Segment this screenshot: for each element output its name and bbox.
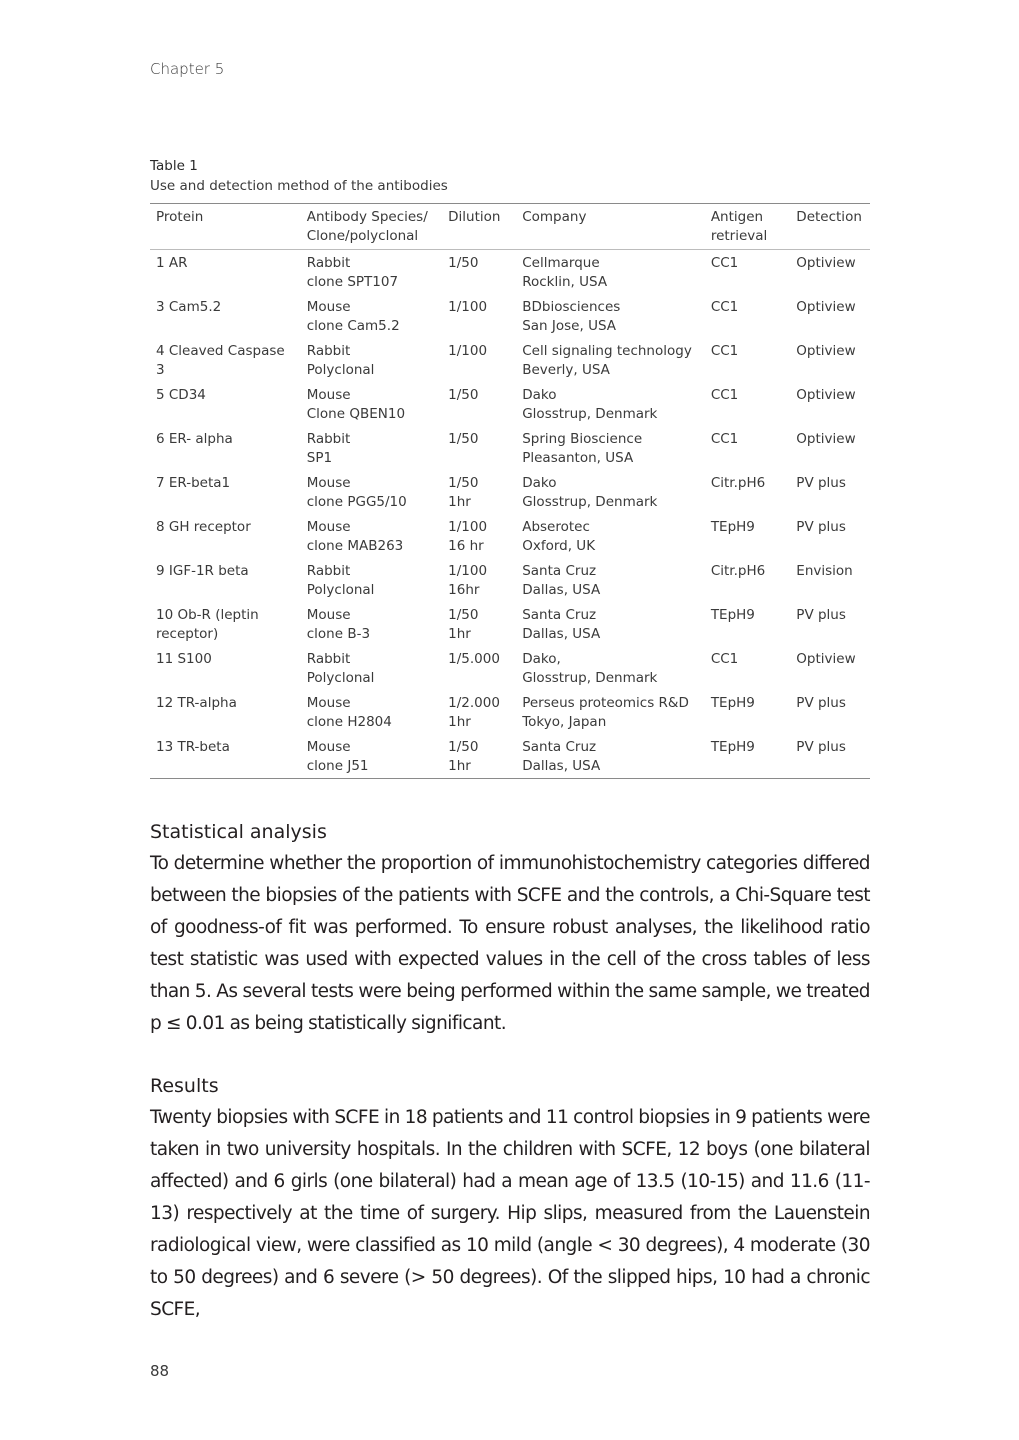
table-row <box>150 470 870 514</box>
cell-antibody-line: Mouse <box>306 519 351 535</box>
cell-company-line: Dako <box>522 387 557 403</box>
cell-dilution-line: 1/50 <box>448 739 479 755</box>
cell-dilution-line: 1hr <box>448 758 471 774</box>
table-body <box>150 250 870 779</box>
cell-detection <box>790 294 870 338</box>
cell-detection-line: Optiview <box>796 651 856 667</box>
cell-company <box>516 470 705 514</box>
cell-antibody-line: Mouse <box>306 607 351 623</box>
cell-protein <box>150 294 301 338</box>
cell-antibody-line: Rabbit <box>306 255 351 271</box>
cell-dilution-line: 1hr <box>448 714 471 730</box>
cell-protein <box>150 514 301 558</box>
table-row <box>150 602 870 646</box>
cell-dilution-line: 16 hr <box>448 538 484 554</box>
cell-protein <box>150 470 301 514</box>
antibody-table <box>150 203 870 779</box>
cell-company <box>516 426 705 470</box>
cell-detection-line: Optiview <box>796 299 856 315</box>
cell-company-line: Dallas, USA <box>522 582 601 598</box>
cell-antibody-line: Mouse <box>306 695 351 711</box>
cell-protein-line: 4 Cleaved Caspase 3 <box>156 343 285 378</box>
cell-antigen-retrieval-line: CC1 <box>710 651 739 667</box>
cell-dilution <box>442 514 516 558</box>
cell-dilution-line: 1/50 <box>448 607 479 623</box>
cell-antigen-retrieval <box>705 382 790 426</box>
table-row <box>150 646 870 690</box>
cell-company <box>516 690 705 734</box>
cell-antigen-retrieval-line: TEpH9 <box>710 695 755 711</box>
results-paragraph: Twenty biopsies with SCFE in 18 patients and 11 control biopsies in 9 patients were taken in two university hospitals. In the children with SCFE, 12 boys (one bilateral affected) and 6 girls (one bilateral) had a mean age of 13.5 (10-15) and 11.6 (11-13) respectively at the time of surgery. Hip slips, measured from the Lauenstein radiological view, were classified as 10 mild (angle < 30 degrees), 4 moderate (30 to 50 degrees) and 6 severe (> 50 degrees). Of the slipped hips, 10 had a chronic SCFE, <box>150 1107 870 1320</box>
cell-antibody-line: clone H2804 <box>306 714 392 730</box>
cell-company <box>516 558 705 602</box>
cell-antibody-line: Mouse <box>306 299 351 315</box>
cell-antigen-retrieval-line: CC1 <box>710 255 739 271</box>
cell-antibody-line: Clone QBEN10 <box>306 406 406 422</box>
cell-antigen-retrieval <box>705 470 790 514</box>
table-row <box>150 514 870 558</box>
cell-dilution <box>442 690 516 734</box>
table-row <box>150 734 870 779</box>
cell-dilution-line: 1/100 <box>448 343 488 359</box>
cell-antigen-retrieval-line: TEpH9 <box>710 519 755 535</box>
running-head: Chapter 5 <box>150 60 225 78</box>
cell-company-line: Dallas, USA <box>522 758 601 774</box>
cell-company-line: Dako, <box>522 651 561 667</box>
page-number: 88 <box>150 1362 170 1380</box>
cell-antibody <box>301 470 442 514</box>
cell-protein <box>150 602 301 646</box>
cell-antigen-retrieval <box>705 250 790 295</box>
cell-dilution-line: 16hr <box>448 582 480 598</box>
cell-company <box>516 382 705 426</box>
antibody-table-block <box>150 156 870 779</box>
cell-detection <box>790 734 870 779</box>
cell-detection <box>790 338 870 382</box>
cell-company-line: Santa Cruz <box>522 607 597 623</box>
cell-detection-line: PV plus <box>796 475 846 491</box>
cell-company-line: Dallas, USA <box>522 626 601 642</box>
cell-detection-line: Optiview <box>796 255 856 271</box>
cell-protein <box>150 382 301 426</box>
results-heading: Results <box>150 1075 219 1097</box>
cell-antigen-retrieval-line: Citr.pH6 <box>710 475 766 491</box>
cell-protein-line: 10 Ob-R (leptin <box>156 607 259 623</box>
cell-company <box>516 338 705 382</box>
cell-antibody-line: clone MAB263 <box>306 538 404 554</box>
table-row <box>150 250 870 295</box>
cell-company-line: Santa Cruz <box>522 739 597 755</box>
cell-company-line: BDbiosciences <box>522 299 621 315</box>
cell-antibody <box>301 338 442 382</box>
cell-company-line: Spring Bioscience <box>522 431 643 447</box>
cell-detection-line: Optiview <box>796 343 856 359</box>
cell-antigen-retrieval-line: TEpH9 <box>710 739 755 755</box>
statistical-analysis-heading: Statistical analysis <box>150 821 327 843</box>
cell-detection <box>790 690 870 734</box>
header-company: Company <box>522 209 587 225</box>
cell-detection <box>790 602 870 646</box>
statistical-analysis-section <box>150 816 870 1040</box>
cell-protein-line: 3 Cam5.2 <box>156 299 222 315</box>
cell-dilution-line: 1/50 <box>448 475 479 491</box>
table-row <box>150 382 870 426</box>
cell-antigen-retrieval <box>705 734 790 779</box>
cell-antibody-line: clone PGG5/10 <box>306 494 407 510</box>
table-row <box>150 294 870 338</box>
cell-company-line: Perseus proteomics R&D <box>522 695 689 711</box>
cell-detection <box>790 470 870 514</box>
cell-company <box>516 250 705 295</box>
cell-antibody <box>301 250 442 295</box>
cell-company-line: San Jose, USA <box>522 318 617 334</box>
cell-detection-line: PV plus <box>796 695 846 711</box>
cell-dilution <box>442 338 516 382</box>
cell-detection <box>790 558 870 602</box>
cell-protein-line: 12 TR-alpha <box>156 695 237 711</box>
cell-company <box>516 294 705 338</box>
cell-antibody-line: SP1 <box>306 450 333 466</box>
cell-company-line: Oxford, UK <box>522 538 596 554</box>
cell-antigen-retrieval-line: CC1 <box>710 387 739 403</box>
cell-dilution-line: 1/100 <box>448 519 488 535</box>
cell-dilution <box>442 470 516 514</box>
cell-company-line: Beverly, USA <box>522 362 610 378</box>
cell-company-line: Glosstrup, Denmark <box>522 406 658 422</box>
cell-company <box>516 646 705 690</box>
cell-dilution-line: 1/2.000 <box>448 695 500 711</box>
cell-detection-line: Optiview <box>796 387 856 403</box>
cell-detection-line: PV plus <box>796 519 846 535</box>
cell-detection-line: Envision <box>796 563 853 579</box>
cell-dilution-line: 1/50 <box>448 431 479 447</box>
cell-antibody-line: Rabbit <box>306 431 351 447</box>
cell-detection <box>790 250 870 295</box>
cell-protein-line: 5 CD34 <box>156 387 206 403</box>
cell-antigen-retrieval <box>705 558 790 602</box>
table-header-row <box>150 204 870 250</box>
cell-antigen-retrieval <box>705 690 790 734</box>
cell-protein-line: 9 IGF-1R beta <box>156 563 249 579</box>
cell-protein <box>150 338 301 382</box>
cell-dilution-line: 1hr <box>448 494 471 510</box>
cell-antibody <box>301 514 442 558</box>
cell-dilution-line: 1/100 <box>448 563 488 579</box>
cell-protein <box>150 250 301 295</box>
cell-protein <box>150 426 301 470</box>
cell-antibody <box>301 646 442 690</box>
cell-company-line: Glosstrup, Denmark <box>522 494 658 510</box>
cell-protein-line: 13 TR-beta <box>156 739 230 755</box>
cell-protein-line: 7 ER-beta1 <box>156 475 231 491</box>
cell-dilution <box>442 602 516 646</box>
results-section <box>150 1070 870 1326</box>
cell-antibody-line: clone Cam5.2 <box>306 318 400 334</box>
cell-protein <box>150 558 301 602</box>
cell-protein <box>150 690 301 734</box>
statistical-analysis-paragraph: To determine whether the proportion of immunohistochemistry categories differed between the biopsies of the patients with SCFE and the controls, a Chi-Square test of goodness-of fit was performed. To ensure robust analyses, the likelihood ratio test statistic was used with expected values in the cell of the cross tables of less than 5. As several tests were being performed within the same sample, we treated p ≤ 0.01 as being statistically significant. <box>150 853 870 1034</box>
cell-antibody-line: Rabbit <box>306 343 351 359</box>
cell-dilution <box>442 734 516 779</box>
cell-antibody-line: Mouse <box>306 475 351 491</box>
cell-antibody <box>301 602 442 646</box>
cell-protein-line: 6 ER- alpha <box>156 431 233 447</box>
header-protein: Protein <box>156 209 204 225</box>
cell-protein-line: 8 GH receptor <box>156 519 251 535</box>
cell-antigen-retrieval <box>705 514 790 558</box>
cell-antibody <box>301 426 442 470</box>
cell-dilution <box>442 294 516 338</box>
cell-antibody-line: clone B-3 <box>306 626 371 642</box>
cell-company-line: Tokyo, Japan <box>522 714 607 730</box>
cell-detection-line: Optiview <box>796 431 856 447</box>
cell-antibody <box>301 382 442 426</box>
cell-antibody <box>301 734 442 779</box>
cell-dilution <box>442 558 516 602</box>
cell-antibody-line: Rabbit <box>306 563 351 579</box>
cell-antibody-line: Polyclonal <box>306 362 375 378</box>
cell-dilution <box>442 250 516 295</box>
table-row <box>150 338 870 382</box>
cell-dilution-line: 1/50 <box>448 255 479 271</box>
cell-antibody <box>301 558 442 602</box>
table-row <box>150 690 870 734</box>
cell-antigen-retrieval-line: TEpH9 <box>710 607 755 623</box>
cell-detection <box>790 646 870 690</box>
header-detection: Detection <box>796 209 862 225</box>
cell-antigen-retrieval <box>705 294 790 338</box>
cell-dilution-line: 1hr <box>448 626 471 642</box>
cell-antibody-line: Mouse <box>306 387 351 403</box>
cell-company-line: Pleasanton, USA <box>522 450 634 466</box>
header-antigen: Antigen retrieval <box>710 209 768 244</box>
cell-antigen-retrieval-line: CC1 <box>710 431 739 447</box>
table-row <box>150 426 870 470</box>
cell-detection-line: PV plus <box>796 739 846 755</box>
cell-dilution-line: 1/50 <box>448 387 479 403</box>
cell-company-line: Abserotec <box>522 519 590 535</box>
cell-antibody <box>301 690 442 734</box>
cell-detection-line: PV plus <box>796 607 846 623</box>
cell-antigen-retrieval <box>705 426 790 470</box>
cell-antibody-line: Polyclonal <box>306 582 375 598</box>
cell-dilution <box>442 426 516 470</box>
cell-antigen-retrieval-line: CC1 <box>710 343 739 359</box>
cell-antibody-line: clone J51 <box>306 758 369 774</box>
cell-antigen-retrieval-line: CC1 <box>710 299 739 315</box>
cell-antibody-line: clone SPT107 <box>306 274 399 290</box>
cell-antigen-retrieval-line: Citr.pH6 <box>710 563 766 579</box>
cell-antigen-retrieval <box>705 338 790 382</box>
cell-antigen-retrieval <box>705 646 790 690</box>
cell-company <box>516 514 705 558</box>
table-label: Table 1 <box>150 158 198 174</box>
cell-company-line: Glosstrup, Denmark <box>522 670 658 686</box>
table-row <box>150 558 870 602</box>
cell-antigen-retrieval <box>705 602 790 646</box>
cell-protein-line: 11 S100 <box>156 651 212 667</box>
cell-antibody-line: Rabbit <box>306 651 351 667</box>
cell-dilution <box>442 382 516 426</box>
cell-company-line: Rocklin, USA <box>522 274 608 290</box>
cell-company-line: Santa Cruz <box>522 563 597 579</box>
cell-company <box>516 734 705 779</box>
cell-antibody <box>301 294 442 338</box>
cell-detection <box>790 426 870 470</box>
cell-protein-line: 1 AR <box>156 255 188 271</box>
cell-company-line: Cell signaling technology <box>522 343 692 359</box>
header-dilution: Dilution <box>448 209 501 225</box>
cell-detection <box>790 382 870 426</box>
header-antibody: Antibody Species/ Clone/polyclonal <box>306 209 428 244</box>
cell-protein <box>150 734 301 779</box>
cell-antibody-line: Mouse <box>306 739 351 755</box>
cell-dilution <box>442 646 516 690</box>
cell-company-line: Cellmarque <box>522 255 600 271</box>
cell-dilution-line: 1/5.000 <box>448 651 500 667</box>
cell-company-line: Dako <box>522 475 557 491</box>
table-caption: Use and detection method of the antibodies <box>150 178 448 194</box>
cell-dilution-line: 1/100 <box>448 299 488 315</box>
cell-company <box>516 602 705 646</box>
cell-antibody-line: Polyclonal <box>306 670 375 686</box>
cell-protein <box>150 646 301 690</box>
cell-detection <box>790 514 870 558</box>
cell-protein-line: receptor) <box>156 626 219 642</box>
